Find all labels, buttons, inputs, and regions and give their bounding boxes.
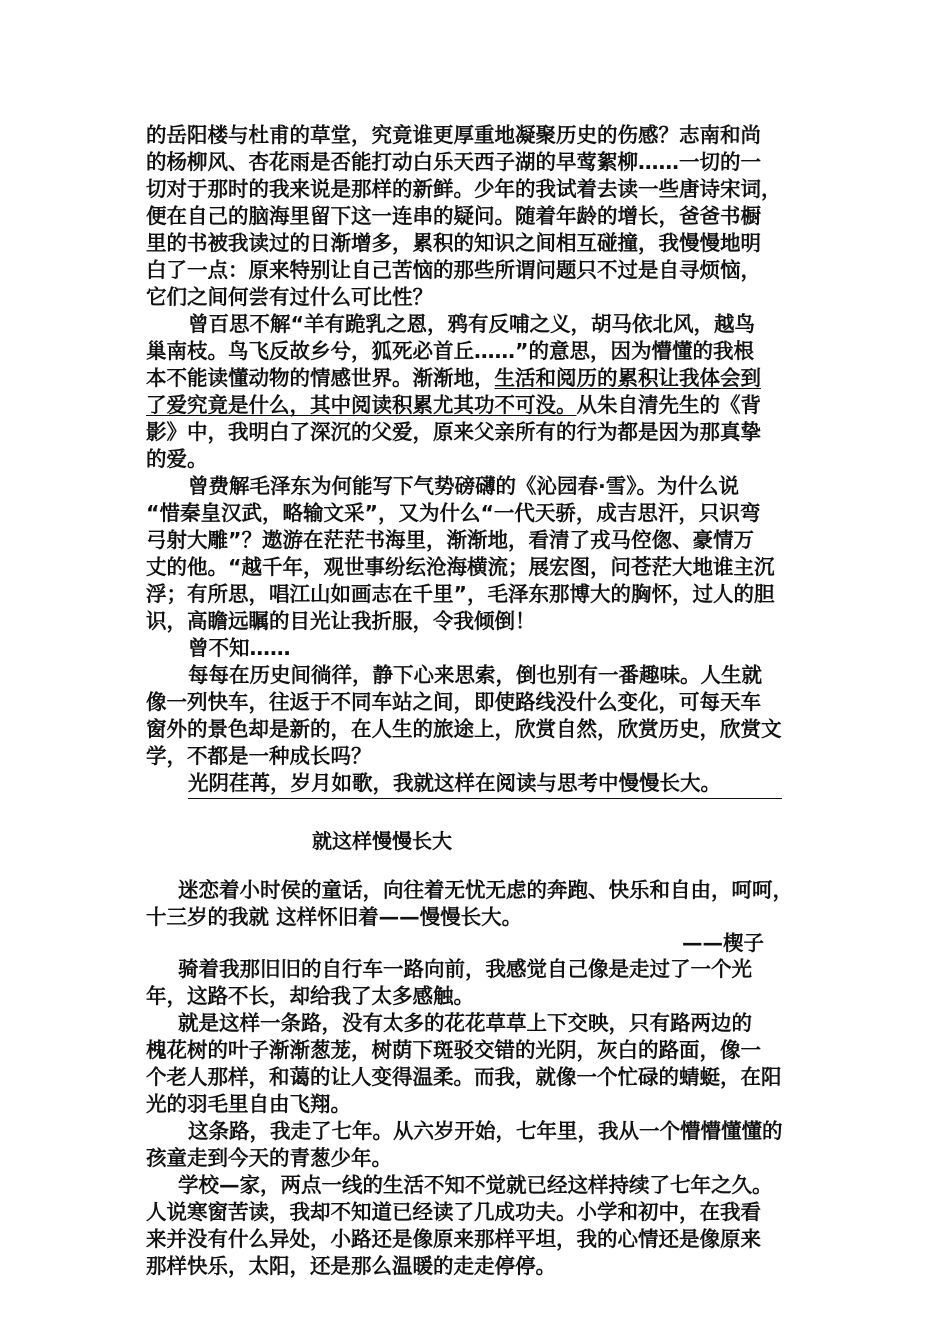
text-line: 它们之间何尝有过什么可比性？	[146, 285, 433, 309]
text-line: 白了一点：原来特别让自己苦恼的那些所谓问题只不过是自寻烦恼，	[146, 258, 761, 282]
text-line: 那样快乐，太阳，还是那么温暖的走走停停。	[146, 1254, 556, 1278]
text-span: 从朱自清先生的《背	[576, 393, 761, 417]
text-line: “惜秦皇汉武，略输文采”，又为什么“一代天骄，成吉思汗，只识弯	[146, 501, 761, 525]
text-line-with-underline	[146, 392, 761, 419]
text-line: 弓射大雕”？遨游在茫茫书海里，渐渐地，看清了戎马倥偬、豪情万	[146, 528, 754, 552]
text-line: 的岳阳楼与杜甫的草堂，究竟谁更厚重地凝聚历史的伤感？志南和尚	[146, 123, 761, 147]
text-line: 里的书被我读过的日渐增多，累积的知识之间相互碰撞，我慢慢地明	[146, 231, 761, 255]
paragraph-start-line: 每每在历史间徜徉，静下心来思索，倒也别有一番趣味。人生就	[188, 663, 762, 687]
paragraph-start-line: 就是这样一条路，没有太多的花花草草上下交映，只有路两边的	[178, 1011, 752, 1035]
text-line: 个老人那样，和蔼的让人变得温柔。而我，就像一个忙碌的蜻蜓，在阳	[146, 1065, 782, 1089]
text-line-with-underline	[146, 365, 761, 392]
text-line: 人说寒窗苦读，我却不知道已经读了几成功夫。小学和初中，在我看	[146, 1200, 761, 1224]
text-line: 丈的他。“越千年，观世事纷纭沧海横流；展宏图，问苍茫大地谁主沉	[146, 555, 775, 579]
text-span: 本不能读懂动物的情感世界。渐渐地，	[146, 366, 495, 390]
text-line: 学，不都是一种成长吗？	[146, 744, 372, 768]
text-line: 年，这路不长，却给我了太多感触。	[146, 984, 474, 1008]
paragraph-start-line: 曾百思不解“羊有跪乳之恩，鸦有反哺之义，胡马依北风，越鸟	[188, 312, 755, 336]
text-line: 来并没有什么异处，小路还是像原来那样平坦，我的心情还是像原来	[146, 1227, 761, 1251]
text-line: 切对于那时的我来说是那样的新鲜。少年的我试着去读一些唐诗宋词，	[146, 177, 782, 201]
text-line: 窗外的景色却是新的，在人生的旅途上，欣赏自然，欣赏历史，欣赏文	[146, 717, 782, 741]
text-line: 巢南枝。鸟飞反故乡兮，狐死必首丘……”的意思，因为懵懂的我根	[146, 339, 754, 363]
text-line: 影》中，我明白了深沉的父爱，原来父亲所有的行为都是因为那真挚	[146, 420, 761, 444]
author-signature: ——楔子	[682, 931, 764, 955]
underlined-text: 了爱究竟是什么，其中阅读积累尤其功不可没。	[146, 393, 577, 417]
closing-line: 光阴荏苒，岁月如歌，我就这样在阅读与思考中慢慢长大。	[188, 771, 721, 795]
text-line: 的爱。	[146, 447, 208, 471]
paragraph-start-line: 曾费解毛泽东为何能写下气势磅礴的《沁园春·雪》。为什么说	[188, 474, 740, 498]
text-line: 便在自己的脑海里留下这一连串的疑问。随着年龄的增长，爸爸书橱	[146, 204, 761, 228]
paragraph-start-line: 曾不知……	[188, 636, 291, 660]
text-line: 光的羽毛里自由飞翔。	[146, 1092, 351, 1116]
text-line: 像一列快车，往返于不同车站之间，即使路线没什么变化，可每天车	[146, 690, 761, 714]
closing-underline	[188, 798, 782, 799]
text-line: 的杨柳风、杏花雨是否能打动白乐天西子湖的早莺絮柳……一切的一	[146, 150, 761, 174]
paragraph-start-line: 这条路，我走了七年。从六岁开始，七年里，我从一个懵懵懂懂的	[188, 1119, 783, 1143]
essay-title: 就这样慢慢长大	[312, 829, 452, 853]
underlined-text: 生活和阅历的累积让我体会到	[494, 366, 761, 390]
intro-line: 迷恋着小时侯的童话，向往着无忧无虑的奔跑、快乐和自由，呵呵，	[178, 878, 793, 902]
text-line: 孩童走到今天的青葱少年。	[146, 1146, 392, 1170]
paragraph-start-line: 学校—家，两点一线的生活不知不觉就已经这样持续了七年之久。	[178, 1173, 773, 1197]
text-line: 槐花树的叶子渐渐葱茏，树荫下斑驳交错的光阴，灰白的路面，像一	[146, 1038, 761, 1062]
intro-line: 十三岁的我就 这样怀旧着——慢慢长大。	[146, 905, 523, 929]
text-line: 浮；有所思，唱江山如画志在千里”，毛泽东那博大的胸怀，过人的胆	[146, 582, 775, 606]
paragraph-start-line: 骑着我那旧旧的自行车一路向前，我感觉自己像是走过了一个光	[178, 957, 752, 981]
text-line: 识，高瞻远瞩的目光让我折服，令我倾倒！	[146, 609, 536, 633]
